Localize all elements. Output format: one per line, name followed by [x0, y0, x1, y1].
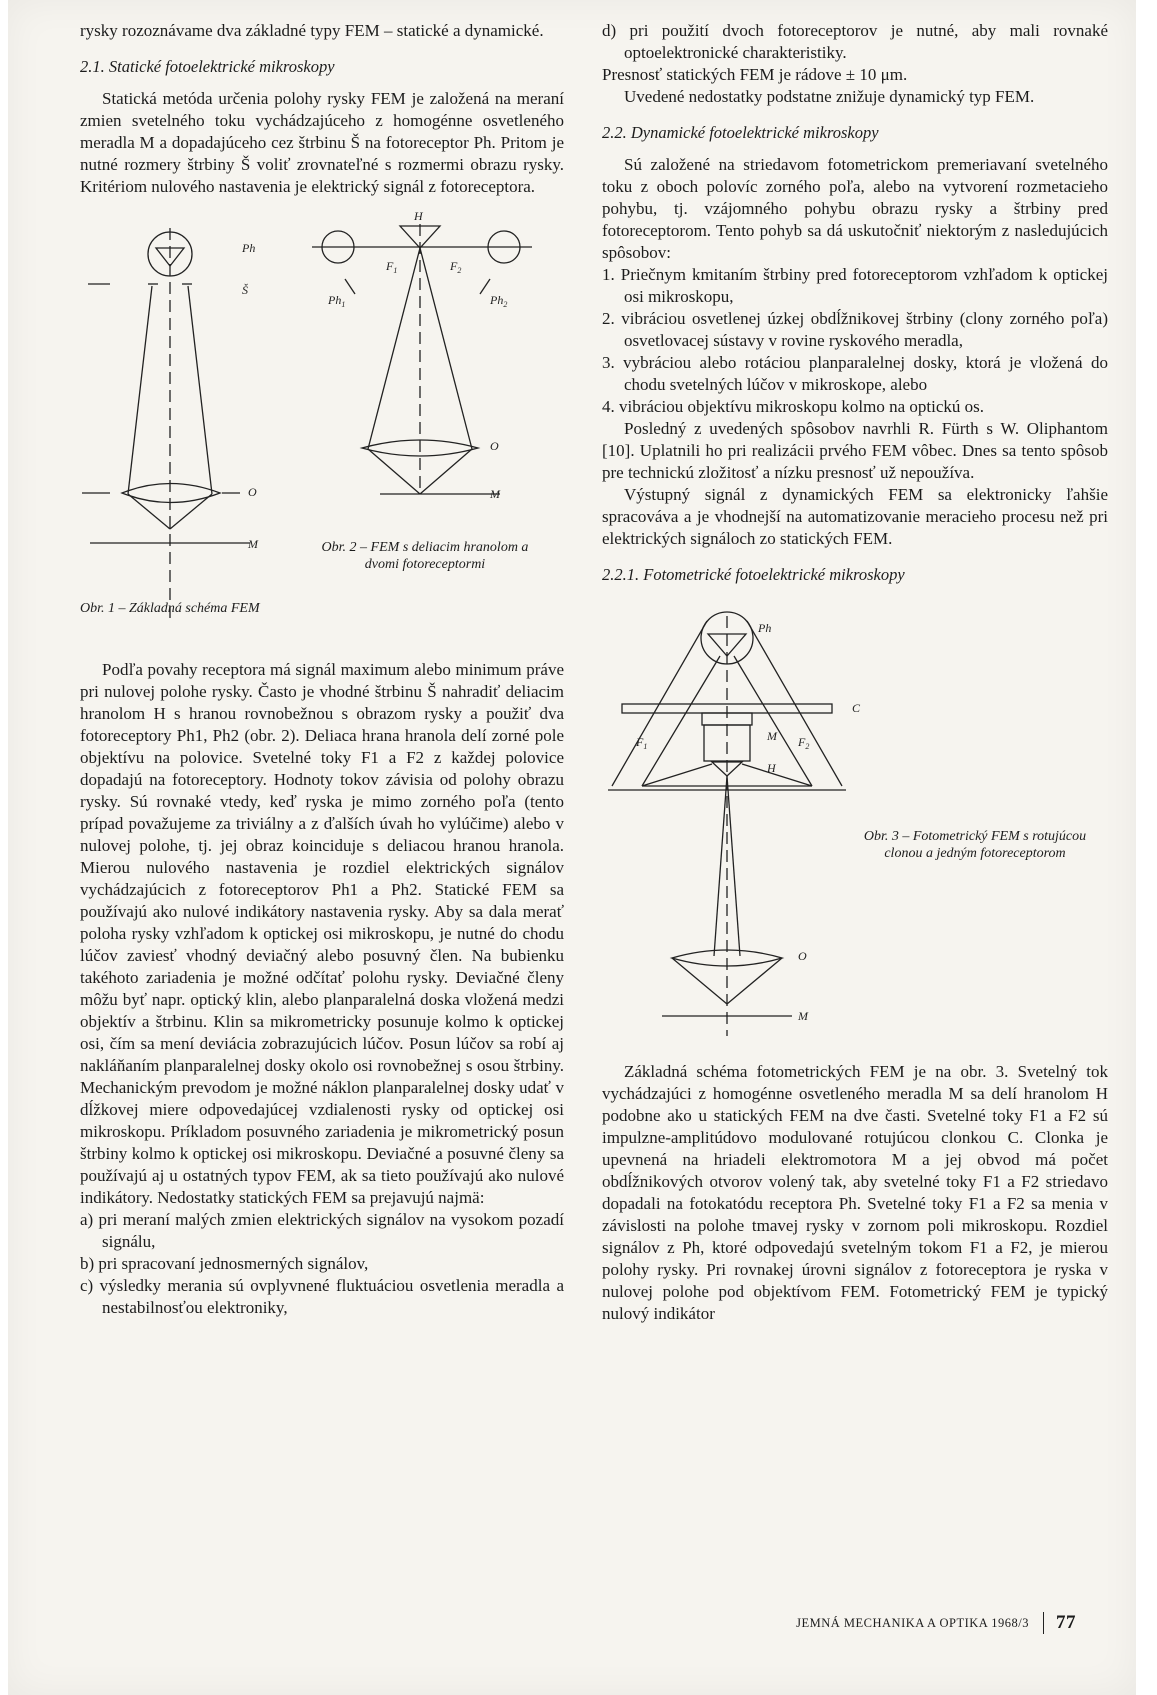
- svg-text:M: M: [248, 537, 258, 551]
- paragraph-output: Výstupný signál z dynamických FEM sa elektronicky ľahšie spracováva a je vhodnejší na automatizovanie meracieho procesu než pri elektrických signáloch zo statických FEM.: [602, 485, 1108, 548]
- fig1-label-ph: Ph: [242, 241, 256, 255]
- svg-text:O: O: [798, 949, 807, 963]
- figure-1-2-diagram: [80, 204, 564, 659]
- figure-3: [602, 596, 1108, 1061]
- drawback-c: c) výsledky merania sú ovplyvnené fluktuáciou osvetlenia meradla a nestabilnosťou elektroniky,: [80, 1276, 564, 1317]
- paragraph-static-method: Statická metóda určenia polohy rysky FEM je založená na meraní zmien svetelného toku vychádzajúceho z homogénne osvetleného meradla M a dopadajúceho cez štrbinu Š na fotoreceptor Ph. Pritom je nutné rozmery štrbiny Š voliť zrovnateľné s rozmermi obrazu rysky. Kritériom nulového nastavenia je elektrický signál z fotoreceptora.: [80, 89, 564, 196]
- methods-list: [602, 264, 1108, 418]
- precision-text: Presnosť statických FEM je rádove ± 10 μm.: [602, 65, 908, 84]
- paragraph-dynamic: Sú založené na striedavom fotometrickom premeriavaní svetelného toku z oboch polovíc zorného poľa, alebo na vytvorení rozmetacieho pohybu, tj. vzájomného pohybu obrazu rysky a štrbiny pred fotoreceptorom. Tento pohyb sa dá uskutočniť niektorým z nasledujúcich spôsobov:: [602, 155, 1108, 262]
- svg-text:Ph: Ph: [758, 621, 772, 635]
- journal-name: JEMNÁ MECHANIKA A OPTIKA 1968/3: [796, 1615, 1029, 1630]
- figures-1-2: [80, 204, 564, 659]
- svg-text:F1: $F_1$: [636, 735, 648, 751]
- drawbacks-list-cont: [602, 20, 1108, 64]
- drawbacks-list: [80, 1209, 564, 1319]
- method-3: 3. vybráciou alebo rotáciou planparalelnej dosky, ktorá je vložená do chodu svetelných lúčov v mikroskope, alebo: [602, 353, 1108, 394]
- svg-text:F1: $F_1$: [386, 259, 398, 275]
- drawback-a: a) pri meraní malých zmien elektrických signálov na vysokom pozadí signálu,: [80, 1210, 564, 1251]
- method-4: 4. vibráciou objektívu mikroskopu kolmo na optickú os.: [602, 397, 984, 416]
- svg-text:C: C: [852, 701, 861, 715]
- svg-text:M: M: [490, 487, 500, 501]
- svg-text:M: M: [767, 729, 777, 743]
- svg-text:H: H: [414, 209, 423, 223]
- figure-3-caption: Obr. 3 – Fotometrický FEM s rotujúcou clonou a jedným fotoreceptorom: [863, 829, 1087, 861]
- svg-text:M: M: [798, 1009, 808, 1023]
- svg-text:H: H: [767, 761, 776, 775]
- page-footer: [796, 1612, 1076, 1634]
- intro-paragraph: rysky rozoznávame dva základné typy FEM – statické a dynamické.: [80, 21, 544, 40]
- svg-text:Ph1: $Ph_1$: [328, 293, 346, 309]
- document-page: [8, 0, 1136, 1695]
- figure-1-caption: Obr. 1 – Základná schéma FEM: [80, 601, 260, 616]
- drawback-d: d) pri použití dvoch fotoreceptorov je nutné, aby mali rovnaké optoelektronické charakteristiky.: [602, 21, 1108, 62]
- page-number: 77: [1056, 1612, 1076, 1633]
- drawbacks-summary: Uvedené nedostatky podstatne znižuje dynamický typ FEM.: [624, 87, 1035, 106]
- section-heading-2-1: 2.1. Statické fotoelektrické mikroskopy: [80, 57, 335, 76]
- svg-text:Š: Š: [242, 283, 248, 297]
- svg-text:O: O: [248, 485, 257, 499]
- svg-text:O: O: [490, 439, 499, 453]
- svg-text:F2: $F_2$: [798, 735, 810, 751]
- right-column: [602, 20, 1108, 1325]
- section-heading-2-2: 2.2. Dynamické fotoelektrické mikroskopy: [602, 123, 879, 142]
- paragraph-furth: Posledný z uvedených spôsobov navrhli R. Fürth s W. Oliphantom [10]. Uplatnili ho pri realizácii prvého FEM vôbec. Dnes sa tento spôsob pre technickú zložitosť a nízku presnosť už nepoužíva.: [602, 419, 1108, 482]
- svg-text:F2: $F_2$: [450, 259, 462, 275]
- paragraph-photometric: Základná schéma fotometrických FEM je na obr. 3. Svetelný tok vychádzajúci z homogénne osvetleného meradla M sa delí hranolom H podobne ako u statických FEM na dve časti. Svetelné toky F1 a F2 sú impulzne-amplitúdovo modulované rotujúcou clonkou C. Clonka je upevnená na hriadeli elektromotora M a jej obvod má počet obdĺžnikových otvorov volený tak, aby svetelné toky F1 a F2 striedavo dopadali na fotokatódu receptora Ph. Svetelné toky F1 a F2 sa menia v závislosti na polohe tmavej rysky v zornom poli mikroskopu. Rozdiel signálov z Ph, ktoré odpovedajú svetelným tokom F1 a F2, je mierou polohy rysky. Pri rovnakej úrovni signálov z fotoreceptora je ryska v nulovej polohe pod objektívom FEM. Fotometrický FEM je typický nulový indikátor: [602, 1062, 1108, 1323]
- drawback-b: b) pri spracovaní jednosmerných signálov,: [80, 1254, 369, 1273]
- figure-2-caption: Obr. 2 – FEM s deliacim hranolom a dvomi fotoreceptormi: [321, 540, 529, 572]
- svg-text:Ph2: $Ph_2$: [490, 293, 508, 309]
- method-1: 1. Priečnym kmitaním štrbiny pred fotoreceptorom vzhľadom k optickej osi mikroskopu,: [602, 265, 1108, 306]
- paragraph-receptor: Podľa povahy receptora má signál maximum alebo minimum práve pri nulovej polohe rysky. Často je vhodné štrbinu Š nahradiť deliacim hranolom H s hranou rovnobežnou s obrazom rysky a použiť dva fotoreceptory Ph1, Ph2 (obr. 2). Deliaca hrana hranola delí zorné pole objektívu na polovice. Svetelné toky F1 a F2 z každej polovice dopadajú na fotoreceptory. Hodnoty tokov závisia od polohy obrazu rysky. Sú rovnaké vtedy, keď ryska je mimo zorného poľa (tento prípad považujeme za triviálny a z ďalších úvah ho vylúčime) alebo v nulovej polohe, tj. jej obraz koinciduje s deliacou hranou hranola. Mierou nulového nastavenia je rozdiel elektrických signálov vychádzajúcich z fotoreceptorov Ph1 a Ph2. Statické FEM sa používajú ako nulové indikátory nastavenia rysky. Aby sa dala merať poloha rysky vzhľadom k optickej osi mikroskopu, je nutné do chodu lúčov zaviesť vhodný deviačný alebo posuvný člen. Na bubienku takéhoto zariadenia je možné odčítať polohu rysky. Deviačné členy môžu byť napr. optický klin, alebo planparalelná doska vložená medzi objektív a štrbinu. Klin sa mikrometricky posunuje kolmo k optickej osi, čím sa mení deviácia zobrazujúcich lúčov. Posun lúčov sa robí aj nakláňaním planparalelnej dosky okolo osi rovnobežnej s osou štrbiny. Mechanickým prevodom je možné náklon planparalelnej dosky udať v dĺžkovej miere odpovedajúcej vzdialenosti rysky od optickej osi mikroskopu. Príkladom posuvného zariadenia je mikrometrický posun štrbiny kolmo k optickej osi mikroskopu. Deviačné a posuvné členy sa používajú aj u ostatných typov FEM, ak sa tieto používajú ako nulové indikátory. Nedostatky statických FEM sa prejavujú najmä:: [80, 660, 564, 1207]
- footer-separator: [1043, 1612, 1044, 1634]
- section-heading-2-2-1: 2.2.1. Fotometrické fotoelektrické mikroskopy: [602, 565, 905, 584]
- left-column: [80, 20, 564, 1319]
- method-2: 2. vibráciou osvetlenej úzkej obdĺžnikovej štrbiny (clony zorného poľa) osvetlovacej sústavy v rovine ryskového meradla,: [602, 309, 1108, 350]
